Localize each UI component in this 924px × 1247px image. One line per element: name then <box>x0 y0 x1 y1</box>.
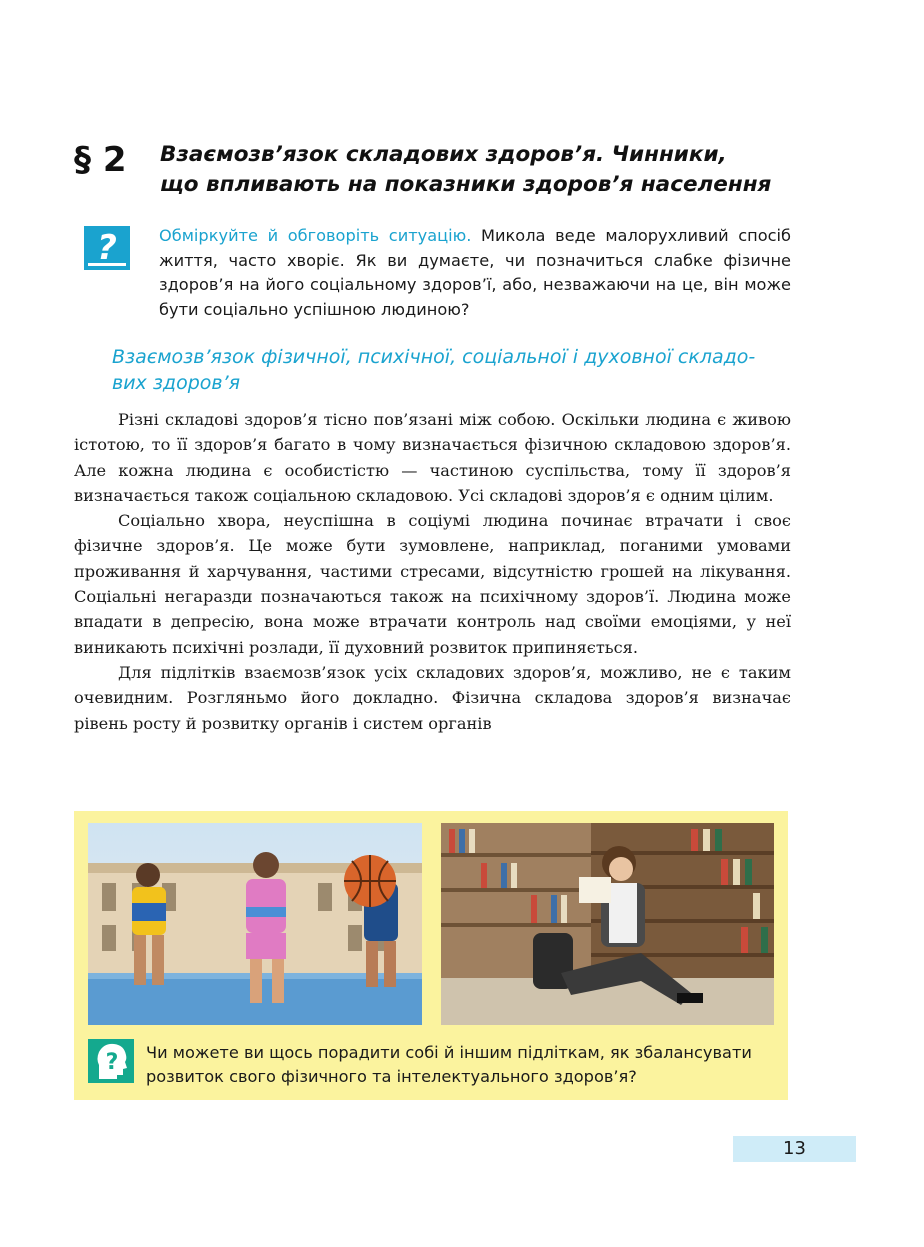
svg-text:?: ? <box>105 1050 119 1075</box>
section-title-line2: що впливають на показники здоров’я населення <box>160 172 772 197</box>
paragraph-2: Соціально хвора, неуспішна в соціумі людина починає втрачати і своє фізичне здоров’я. Це може бути зумовлене, наприклад, поганими умовами проживання й харчування, частими стресами, відсутністю грошей на лікування. Соціальні негаразди позначаються також на психічному здоров’ї. Людина може впадати в депресію, вона може втрачати контроль над своїми емоціями, у неї виникають психічні розлади, її духовний розвиток припиняється. <box>74 511 791 657</box>
section-heading <box>74 140 814 200</box>
subheading-line2: вих здоров’я <box>112 372 241 394</box>
basketball-photo <box>88 823 422 1025</box>
section-title-line1: Взаємозв’язок складових здоров’я. Чинники, <box>160 142 727 167</box>
question-head-icon <box>88 1039 134 1083</box>
question-lead: Обміркуйте й обговоріть ситуацію. <box>159 226 472 245</box>
question-mark-icon <box>84 226 130 270</box>
section-title <box>160 140 771 200</box>
panel-question: Чи можете ви щось порадити собі й іншим підліткам, як збалансувати розвиток свого фізичного та інтелектуального здоров’я? <box>146 1043 752 1086</box>
subheading <box>112 344 812 396</box>
page-number: 13 <box>733 1136 856 1162</box>
paragraph-1: Різні складові здоров’я тісно пов’язані між собою. Оскільки людина є живою істотою, то її здоров’я багато в чому визначається фізичною складовою здоров’я. Але кожна людина є особистістю — частиною суспільства, тому її здоров’я визначається також соціальною складовою. Усі складові здоров’я є одним цілим. <box>74 410 791 505</box>
discussion-question <box>159 224 791 322</box>
svg-text:?: ? <box>97 228 117 268</box>
photo-panel <box>74 811 788 1100</box>
subheading-line1: Взаємозв’язок фізичної, психічної, соціальної і духовної складо- <box>112 346 756 368</box>
paragraph-3: Для підлітків взаємозв’язок усіх складових здоров’я, можливо, не є таким очевидним. Розгляньмо його докладно. Фізична складова здоров’я визначає рівень росту й розвитку органів і систем органів <box>74 662 791 733</box>
section-number: § 2 <box>74 140 127 180</box>
library-photo <box>441 823 774 1025</box>
body-text <box>74 407 791 736</box>
question-text: Микола веде малорухливий спосіб життя, часто хворіє. Як ви думаєте, чи позначиться слабке фізичне здоров’я на його соціальному здоров’ї, або, незважаючи на це, він може бути соціально успішною людиною? <box>159 226 791 319</box>
